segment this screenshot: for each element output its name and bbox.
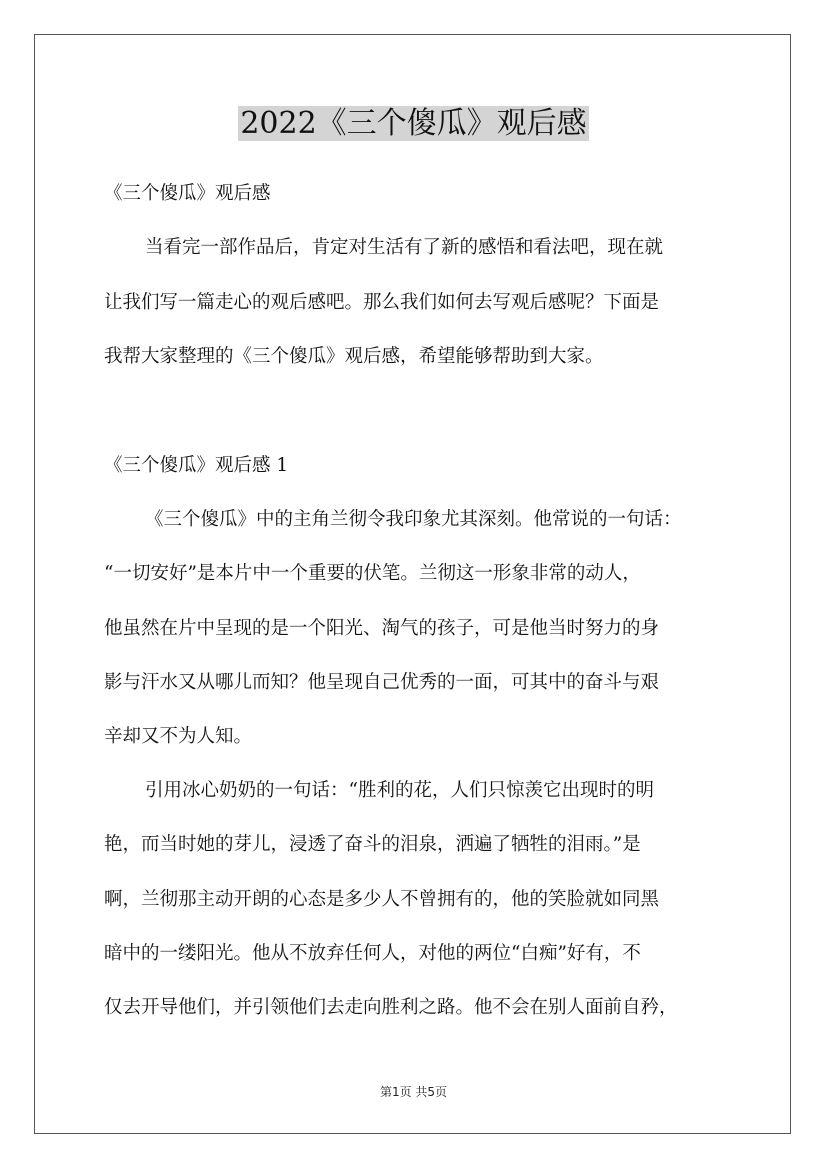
paragraph-line: “一切安好”是本片中一个重要的伏笔。兰彻这一形象非常的动人， <box>104 563 641 584</box>
paragraph-line: 引用冰心奶奶的一句话：“胜利的花，人们只惊羡它出现时的明 <box>145 780 654 801</box>
page-number-footer: 第1页 共5页 <box>379 1085 448 1099</box>
intro-line: 当看完一部作品后，肯定对生活有了新的感悟和看法吧，现在就 <box>145 237 664 258</box>
paragraph-line: 他虽然在片中呈现的是一个阳光、淘气的孩子，可是他当时努力的身 <box>104 618 660 639</box>
paragraph-line: 《三个傻瓜》中的主角兰彻令我印象尤其深刻。他常说的一句话： <box>145 509 682 530</box>
section-heading: 《三个傻瓜》观后感 1 <box>104 455 289 476</box>
paragraph-line: 暗中的一缕阳光。他从不放弃任何人，对他的两位“白痴”好有，不 <box>104 943 641 964</box>
paragraph-line: 艳，而当时她的芽儿，浸透了奋斗的泪泉，洒遍了牺牲的泪雨。”是 <box>104 834 641 855</box>
paragraph-line: 啊，兰彻那主动开朗的心态是多少人不曾拥有的，他的笑脸就如同黑 <box>104 889 660 910</box>
intro-line: 我帮大家整理的《三个傻瓜》观后感，希望能够帮助到大家。 <box>104 346 604 367</box>
paragraph-line: 仅去开导他们，并引领他们去走向胜利之路。他不会在别人面前自矜， <box>104 997 678 1018</box>
document-title-text: 2022《三个傻瓜》观后感 <box>240 106 587 141</box>
document-title <box>0 104 827 144</box>
paragraph-line: 辛却又不为人知。 <box>104 726 253 747</box>
paragraph-line: 影与汗水又从哪儿而知？他呈现自己优秀的一面，可其中的奋斗与艰 <box>104 672 660 693</box>
intro-heading: 《三个傻瓜》观后感 <box>104 183 271 204</box>
intro-line: 让我们写一篇走心的观后感吧。那么我们如何去写观后感呢？下面是 <box>104 292 660 313</box>
